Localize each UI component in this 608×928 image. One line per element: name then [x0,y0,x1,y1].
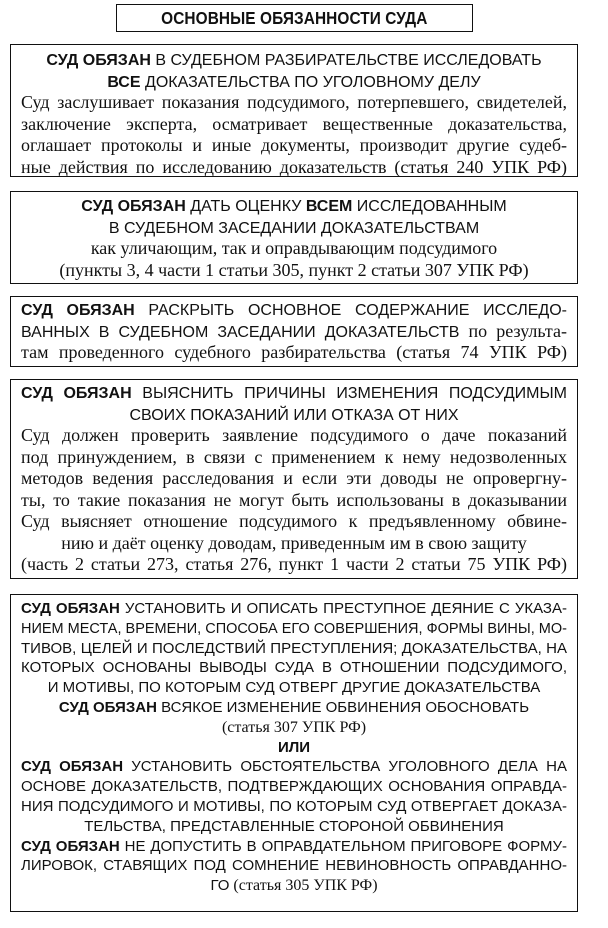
caps-text: ДОКАЗАТЕЛЬСТВА ПО УГОЛОВНОМУ ДЕЛУ [140,73,481,91]
caps-text: В СУДЕБНОМ ЗАСЕДАНИИ ДОКАЗАТЕЛЬСТВАМ [108,219,480,237]
keyword: СУД ОБЯЗАН [58,698,157,716]
or-label: ИЛИ [277,738,311,756]
block-line [21,321,567,343]
page-title: ОСНОВНЫЕ ОБЯЗАННОСТИ СУДА [161,7,428,28]
duty-block-2 [10,191,578,284]
caps-text: ЛИРОВОК, СТАВЯЩИХ ПОД СОМНЕНИЕ НЕВИНОВНОСТЬ ОПРАВДАННО- [21,857,567,875]
keyword: СУД ОБЯЗАН [21,837,120,855]
block-line [21,71,567,93]
block-line [21,678,567,698]
block-line [21,876,567,896]
block-line: Суд должен проверить заявление подсудимого о даче показаний [21,425,567,445]
block-line [21,658,567,678]
keyword: СУД ОБЯЗАН [21,758,124,776]
keyword: СУД ОБЯЗАН [21,600,120,617]
keyword: СУД ОБЯЗАН [81,198,186,215]
block-line [21,856,567,876]
block-line: под принуждением, в связи с применением к нему недозволенных [21,446,567,467]
body-text: (статья 305 УПК РФ) [229,877,378,895]
caps-text: РАСКРЫТЬ ОСНОВНОЕ СОДЕРЖАНИЕ ИССЛЕДО- [134,302,567,319]
block-line: там проведенного судебного разбирательства (статья 74 УПК РФ) [21,342,567,362]
keyword: ВСЕ [107,73,141,91]
block-line: Суд заслушивает показания подсудимого, потерпевшего, свидетелей, [21,92,567,112]
block-line: ты, то такие показания не могут быть использованы в доказывании [21,489,567,510]
block-line [21,599,567,619]
caps-text: ГО [210,877,230,895]
caps-text: ТИВОВ, ЦЕЛЕЙ И ПОСЛЕДСТВИЙ ПРЕСТУПЛЕНИЯ; ДОКАЗАТЕЛЬСТВА, НА [21,639,567,657]
block-line: (часть 2 статьи 273, статья 276, пункт 1 части 2 статьи 75 УПК РФ) [21,554,567,574]
block-line [21,797,567,817]
caps-text: КОТОРЫХ ОСНОВАНЫ ВЫВОДЫ СУДА В ОТНОШЕНИИ ПОДСУДИМОГО, [21,659,567,677]
caps-text: УСТАНОВИТЬ ОБСТОЯТЕЛЬСТВА УГОЛОВНОГО ДЕЛА НА [123,758,568,776]
block-line [21,217,567,239]
block-line [21,639,567,659]
duty-block-1 [10,44,578,177]
caps-text: СВОИХ ПОКАЗАНИЙ ИЛИ ОТКАЗА ОТ НИХ [129,406,459,424]
block-line: (пункты 3, 4 части 1 статьи 305, пункт 2 статьи 307 УПК РФ) [59,259,529,280]
caps-text: ИССЛЕДОВАННЫМ [352,198,507,215]
caps-text: НИЯ ПОДСУДИМОГО И МОТИВЫ, ПО КОТОРЫМ СУД ОТВЕРГАЕТ ДОКАЗА- [21,797,567,815]
caps-text: ВСЯКОЕ ИЗМЕНЕНИЕ ОБВИНЕНИЯ ОБОСНОВАТЬ [156,698,530,716]
caps-text: НИЕМ МЕСТА, ВРЕМЕНИ, СПОСОБА ЕГО СОВЕРШЕНИЯ, ФОРМЫ ВИНЫ, МО- [21,619,567,637]
keyword: СУД ОБЯЗАН [46,52,151,69]
block-line [21,738,567,758]
block-line [21,619,567,639]
body-text: по результа- [459,320,567,341]
caps-text: ОСНОВЕ ДОКАЗАТЕЛЬСТВ, ПОДТВЕРЖДАЮЩИХ ОСНОВАНИЯ ОПРАВДА- [21,778,567,796]
block-line: заключение эксперта, осматривает вещественные доказательства, [21,113,567,134]
block-line [21,698,567,718]
block-line: (статья 307 УПК РФ) [221,718,367,736]
block-line: методов ведения расследования и если эти доводы не опровергну- [21,468,567,488]
caps-text: ТЕЛЬСТВА, ПРЕДСТАВЛЕННЫЕ СТОРОНОЙ ОБВИНЕНИЯ [84,817,504,835]
caps-text: УСТАНОВИТЬ И ОПИСАТЬ ПРЕСТУПНОЕ ДЕЯНИЕ С УКАЗА- [119,600,567,617]
caps-text: НЕ ДОПУСТИТЬ В ОПРАВДАТЕЛЬНОМ ПРИГОВОРЕ ФОРМУ- [119,837,567,855]
duty-block-3 [10,296,578,367]
block-line [21,299,567,321]
block-line [21,382,567,404]
block-line: как уличающим, так и оправдывающим подсудимого [90,238,498,258]
block-line [21,195,567,217]
block-line [21,817,567,837]
keyword: СУД ОБЯЗАН [21,385,132,402]
duty-block-4 [10,379,578,579]
block-line: Суд выясняет отношение подсудимого к предъявленному обвине- [21,511,567,531]
caps-text: ВЫЯСНИТЬ ПРИЧИНЫ ИЗМЕНЕНИЯ ПОДСУДИМЫМ [131,385,567,402]
page-title-box [116,4,473,32]
keyword: ВСЕМ [305,198,353,215]
block-line: ные действия по исследованию доказательств (статья 240 УПК РФ) [21,156,567,177]
caps-text: ВАННЫХ В СУДЕБНОМ ЗАСЕДАНИИ ДОКАЗАТЕЛЬСТВ [21,323,460,341]
caps-text: ДАТЬ ОЦЕНКУ [185,198,306,215]
block-line: оглашает протоколы и иные документы, производит другие судеб- [21,135,567,155]
keyword: СУД ОБЯЗАН [21,302,135,319]
block-line [21,404,567,426]
block-line [21,837,567,857]
block-line [21,757,567,777]
block-line [21,49,567,71]
block-line [21,777,567,797]
caps-text: В СУДЕБНОМ РАЗБИРАТЕЛЬСТВЕ ИССЛЕДОВАТЬ [150,52,542,69]
block-line: нию и даёт оценку доводам, приведенным им в свою защиту [61,532,527,553]
duty-block-5 [10,594,578,912]
caps-text: И МОТИВЫ, ПО КОТОРЫМ СУД ОТВЕРГ ДРУГИЕ ДОКАЗАТЕЛЬСТВА [47,679,541,697]
